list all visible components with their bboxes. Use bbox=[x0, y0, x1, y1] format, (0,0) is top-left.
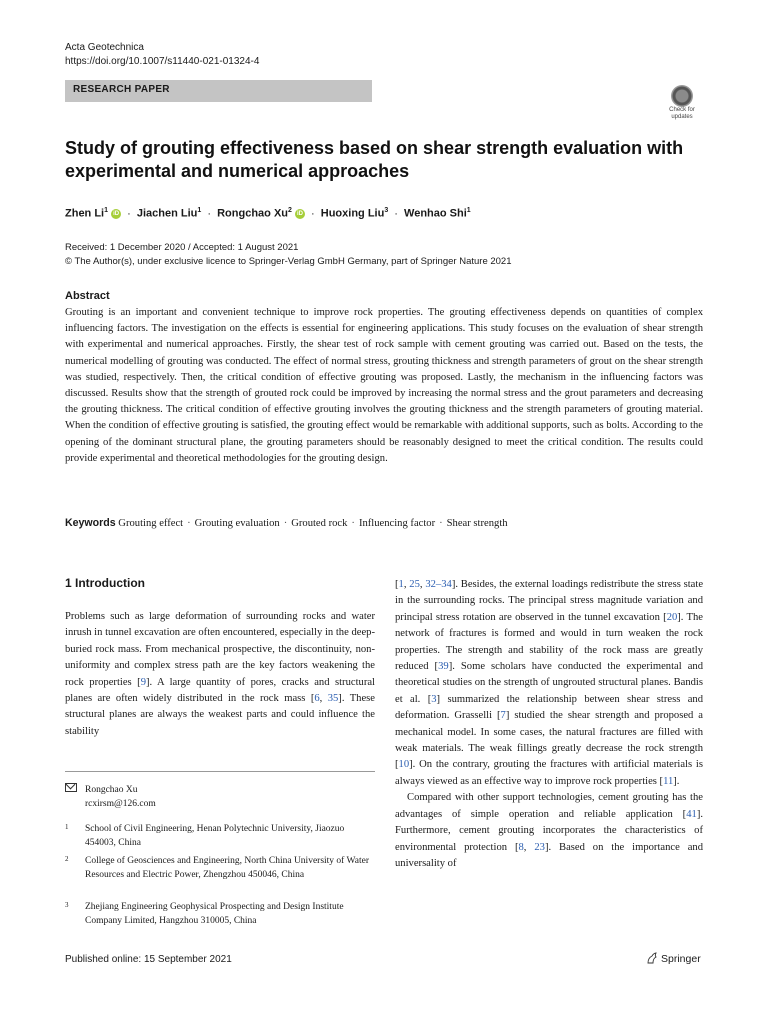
body-text: , bbox=[523, 841, 535, 853]
keyword-separator: · bbox=[351, 518, 355, 529]
publisher-name: Springer bbox=[661, 953, 701, 965]
keyword-item: Shear strength bbox=[446, 518, 508, 529]
body-text: ]. These structural planes are always the weakest parts and could influence the stability bbox=[65, 693, 375, 737]
affiliation-number: 1 bbox=[65, 823, 69, 831]
doi-link[interactable]: https://doi.org/10.1007/s11440-021-01324-4 bbox=[65, 56, 260, 67]
author-affiliation-mark: 2 bbox=[288, 207, 292, 214]
body-text: ]. On the contrary, grouting the fractures with artificial materials is always viewed as an effective way to improve rock properties [ bbox=[395, 759, 703, 787]
springer-horse-icon bbox=[646, 952, 658, 964]
keyword-item: Grouting evaluation bbox=[194, 518, 280, 529]
citation-link[interactable]: 8 bbox=[518, 841, 524, 853]
affiliation-item bbox=[65, 854, 375, 898]
check-for-updates-badge[interactable] bbox=[662, 85, 702, 127]
citation-link[interactable]: 1 bbox=[398, 579, 404, 590]
author-list bbox=[65, 203, 471, 222]
received-dates: Received: 1 December 2020 / Accepted: 1 August 2021 bbox=[65, 242, 299, 253]
corresponding-email[interactable]: rcxirsm@126.com bbox=[85, 799, 156, 809]
author-separator: · bbox=[207, 207, 212, 220]
keyword-separator: · bbox=[439, 518, 443, 529]
citation-link[interactable]: 11 bbox=[663, 775, 674, 787]
keyword-item: Grouting effect bbox=[118, 518, 184, 529]
corresponding-author: Rongchao Xu bbox=[85, 785, 138, 795]
citation-link[interactable]: 32–34 bbox=[425, 579, 452, 590]
affiliation-item bbox=[65, 900, 375, 930]
affiliation-number: 2 bbox=[65, 855, 69, 863]
author-affiliation-mark: 1 bbox=[466, 207, 471, 214]
citation-link[interactable]: 6 bbox=[314, 693, 320, 705]
body-text: ] summarized the relationship between shear stress and deformation. Grasselli [ bbox=[395, 693, 704, 722]
body-text: Problems such as large deformation of surrounding rocks and water inrush in tunnel excavation are often encountered, especially in the deep-buried rock mass. From mechanical prospective, the discontinuity, non-uniformity and complex stress path are the key factors weakening the rock properties [ bbox=[65, 611, 375, 688]
body-text: ]. The network of fractures is formed and would in turn weaken the rock properties. The strength and stability of the rock mass are greatly reduced [ bbox=[395, 611, 703, 673]
author-separator: · bbox=[394, 207, 398, 220]
journal-name: Acta Geotechnica bbox=[65, 42, 144, 53]
affiliation-item bbox=[65, 822, 375, 852]
citation-link[interactable]: 41 bbox=[686, 808, 697, 820]
author-name[interactable]: Wenhao Shi bbox=[404, 207, 467, 220]
article-type-banner bbox=[65, 80, 372, 102]
author-separator: · bbox=[311, 207, 315, 220]
body-text: [ bbox=[395, 579, 399, 590]
section-heading-introduction: 1 Introduction bbox=[65, 576, 145, 590]
author-affiliation-mark: 3 bbox=[384, 207, 389, 214]
keyword-item: Grouted rock bbox=[291, 518, 348, 529]
affiliation-text: Zhejiang Engineering Geophysical Prospecting and Design Institute Company Limited, Hangzhou 310005, China bbox=[85, 902, 344, 926]
check-updates-label: Check for updates bbox=[669, 107, 695, 120]
keyword-separator: · bbox=[187, 518, 191, 529]
published-date: Published online: 15 September 2021 bbox=[65, 954, 232, 965]
body-text: , bbox=[419, 579, 426, 590]
citation-link[interactable]: 7 bbox=[500, 710, 506, 722]
author-name[interactable]: Jiachen Liu bbox=[136, 207, 198, 220]
citation-link[interactable]: 25 bbox=[409, 579, 420, 590]
citation-link[interactable]: 39 bbox=[438, 661, 449, 673]
body-text: ]. Some scholars have conducted the experimental and theoretical studies on the strength of ungrouted structural planes. Bandis et al. [ bbox=[395, 661, 703, 705]
affiliation-text: College of Geosciences and Engineering, North China University of Water Resources and Electric Power, Zhengzhou 450046, China bbox=[85, 856, 369, 880]
keywords-line bbox=[65, 516, 508, 531]
author-affiliation-mark: 1 bbox=[104, 207, 109, 214]
keywords-label: Keywords bbox=[65, 517, 116, 529]
citation-link[interactable]: 20 bbox=[666, 611, 678, 623]
citation-link[interactable]: 10 bbox=[398, 759, 410, 771]
author-separator: · bbox=[127, 207, 131, 220]
article-title: Study of grouting effectiveness based on shear strength evaluation with experimental and numerical approaches bbox=[65, 138, 684, 181]
paragraph bbox=[395, 790, 703, 872]
keyword-separator: · bbox=[283, 518, 288, 529]
author-name[interactable]: Huoxing Liu bbox=[320, 207, 385, 220]
footnote-divider bbox=[65, 771, 375, 772]
orcid-icon[interactable]: iD bbox=[113, 210, 120, 217]
affiliation-text: School of Civil Engineering, Henan Polytechnic University, Jiaozuo 454003, China bbox=[85, 824, 345, 848]
citation-link[interactable]: 3 bbox=[431, 693, 437, 705]
article-type-label: RESEARCH PAPER bbox=[73, 84, 170, 95]
body-text: , bbox=[403, 579, 410, 590]
body-text: ]. A large quantity of pores, cracks and structural planes are often widely distributed in the rock mass [ bbox=[65, 676, 375, 705]
envelope-icon bbox=[65, 783, 77, 792]
citation-link[interactable]: 23 bbox=[534, 841, 545, 853]
body-text: ]. Furthermore, cement grouting incorporates the characteristics of environmental protection [ bbox=[395, 808, 703, 853]
correspondence-block bbox=[65, 783, 156, 811]
affiliation-number: 3 bbox=[65, 901, 69, 909]
body-text: ] studied the shear strength and proposed a mechanical model. In some cases, the natural fractures are filled with weak materials. The weak fillings greatly decrease the rock strength [ bbox=[395, 710, 703, 771]
author-name[interactable]: Zhen Li bbox=[65, 207, 105, 220]
intro-left-column bbox=[65, 609, 375, 740]
copyright-notice: © The Author(s), under exclusive licence to Springer-Verlag GmbH Germany, part of Springer Nature 2021 bbox=[65, 256, 512, 267]
body-text: ]. bbox=[673, 775, 680, 787]
keyword-item: Influencing factor bbox=[358, 518, 436, 529]
intro-right-column bbox=[395, 577, 703, 872]
publisher-logo bbox=[646, 952, 701, 965]
citation-link[interactable]: 35 bbox=[327, 693, 339, 705]
check-updates-icon bbox=[671, 85, 693, 107]
abstract-body: Grouting is an important and convenient technique to improve rock properties. The grouting effectiveness depends on quantities of complex influencing factors. The investigation on the effects is essential for engineering applications. This study focuses on the evaluation of shear strength with experimental and numerical approaches. Firstly, the shear test of rock sample with cement grouting was carried out. Based on the tests, the numerical modelling of grouting was conducted. The effect of normal stress, grouting thickness and strength parameters of grout on the shear strength was studied, respectively. Then, the critical condition of effective grouting was proposed. Lastly, the mechanism in the influencing factors was discussed. Results show that the strength of grouted rock could be improved by increasing the normal stress and the grout parameters and decreasing the grouting thickness. The critical condition of effective grouting involves the grouting thickness and the strength parameters of grouting material. When the condition of effective grouting is satisfied, the grouting effect would be remarkable with additional supports, such as bolts. According to the opening of the dominant structural plane, the grouting parameters should be reasonably designed to meet the critical condition. The results could provide experimental and theoretical methodologies for the grouting design. bbox=[65, 307, 703, 464]
author-affiliation-mark: 1 bbox=[197, 207, 202, 214]
body-text: , bbox=[319, 693, 328, 705]
paragraph bbox=[395, 577, 703, 790]
body-text: Compared with other support technologies, cement grouting has the advantages of simple operation and reliable application [ bbox=[395, 792, 703, 820]
author-name[interactable]: Rongchao Xu bbox=[217, 207, 288, 220]
orcid-icon[interactable]: iD bbox=[296, 210, 303, 217]
citation-link[interactable]: 9 bbox=[140, 676, 146, 688]
body-text: ]. Besides, the external loadings redistribute the stress state in the surrounding rocks. The principal stress magnitude variation and principal stress rotation are observed in the tunnel excavation [ bbox=[395, 579, 704, 623]
body-text: ]. Based on the importance and universality of bbox=[395, 841, 704, 869]
abstract-heading: Abstract bbox=[65, 290, 110, 302]
